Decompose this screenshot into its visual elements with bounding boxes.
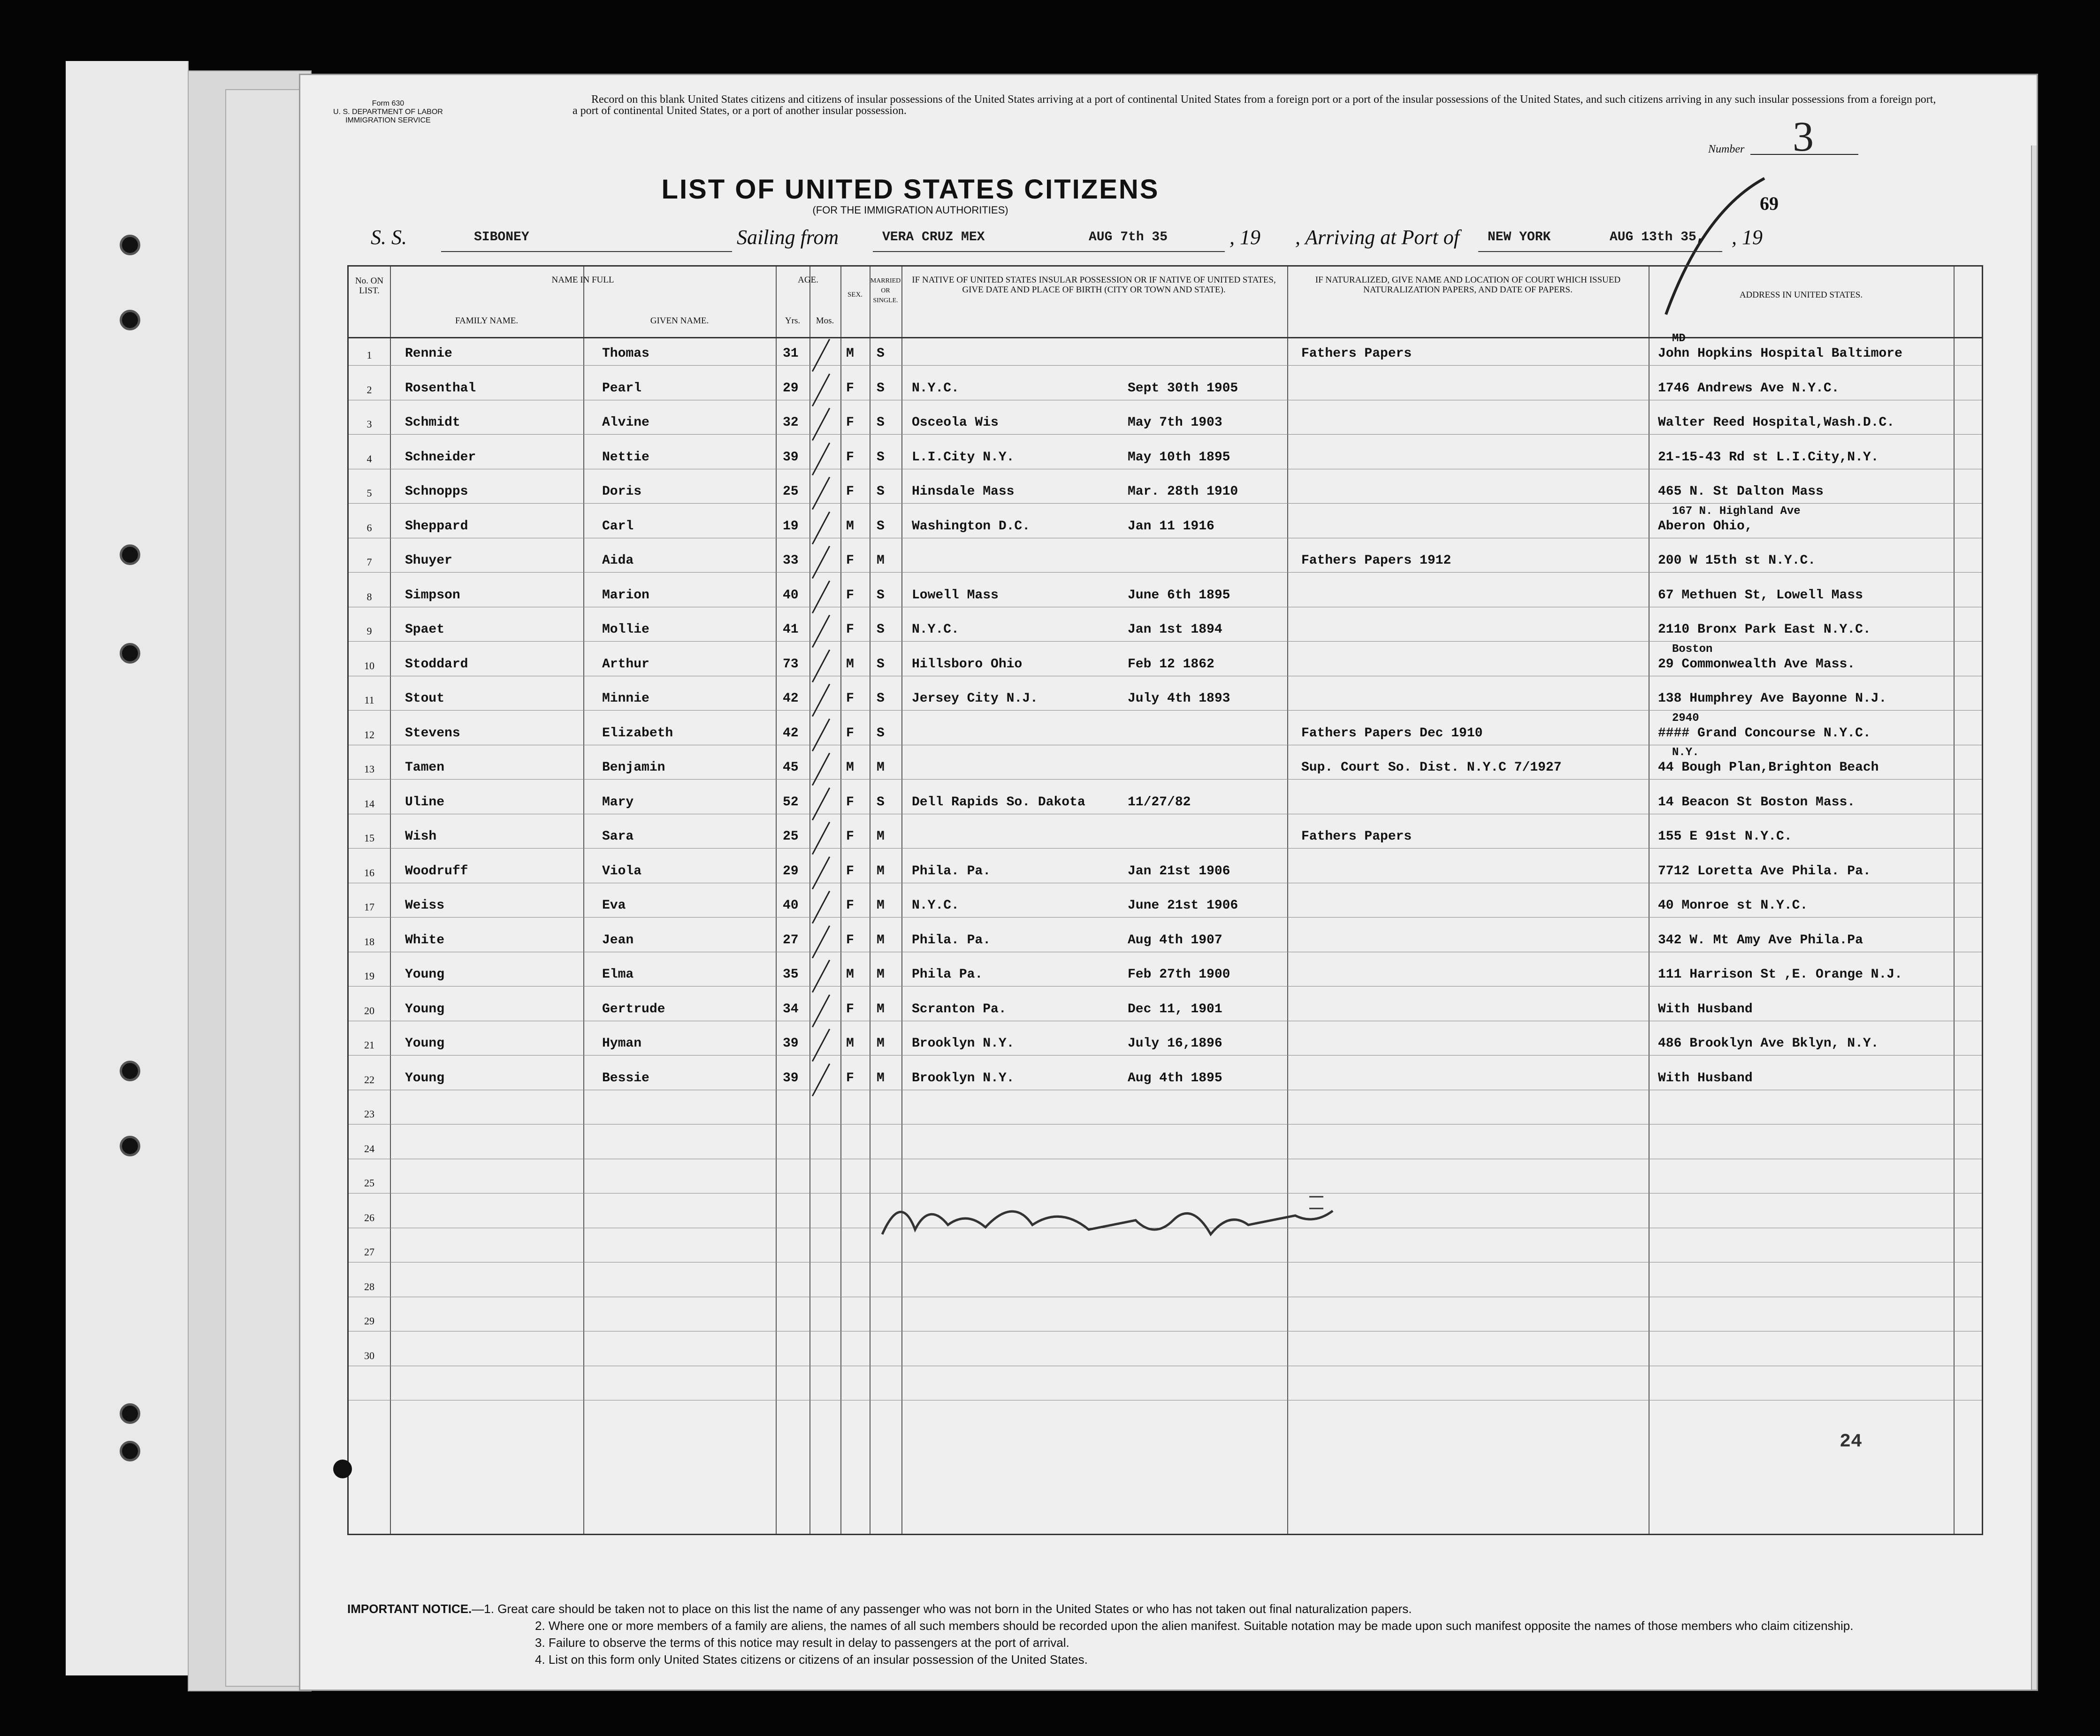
cell-birth-date: Feb 12 1862: [1128, 657, 1214, 672]
cell-naturalized: Sup. Court So. Dist. N.Y.C 7/1927: [1301, 760, 1562, 775]
row-number: 24: [364, 1142, 374, 1155]
cell-family: Uline: [405, 795, 445, 810]
binder-hole-icon: [120, 1061, 140, 1081]
cell-sex: F: [846, 829, 854, 844]
cell-sex: F: [846, 484, 854, 499]
cell-birth-date: Jan 21st 1906: [1128, 864, 1230, 879]
cell-ms: M: [877, 898, 885, 913]
page-subtitle: (FOR THE IMMIGRATION AUTHORITIES): [812, 204, 1008, 216]
cell-naturalized: Fathers Papers: [1301, 346, 1412, 361]
cell-given: Alvine: [602, 415, 649, 430]
cell-age: 34: [783, 1002, 799, 1017]
cell-ms: S: [877, 346, 885, 361]
cell-address-above: MD: [1672, 332, 1686, 345]
check-mark-icon: [812, 546, 830, 579]
cell-family: Simpson: [405, 588, 460, 603]
row-number: 2: [367, 383, 372, 396]
cell-naturalized: Fathers Papers 1912: [1301, 553, 1451, 568]
cell-ms: M: [877, 967, 885, 982]
cell-birth: N.Y.C.: [912, 898, 959, 913]
cell-sex: F: [846, 898, 854, 913]
col-name-in-full: NAME IN FULL: [551, 275, 614, 285]
cell-ms: M: [877, 1071, 885, 1086]
cell-family: Rosenthal: [405, 381, 476, 396]
row-number: 3: [367, 418, 372, 430]
cell-naturalized: Fathers Papers Dec 1910: [1301, 726, 1483, 741]
check-mark-icon: [812, 787, 830, 820]
cell-family: Stoddard: [405, 657, 468, 672]
number-label: Number: [1708, 143, 1745, 155]
cell-address: 21-15-43 Rd st L.I.City,N.Y.: [1658, 450, 1879, 465]
cell-address: 111 Harrison St ,E. Orange N.J.: [1658, 967, 1902, 982]
row-number: 13: [364, 763, 374, 775]
check-mark-icon: [812, 1029, 830, 1062]
cell-ms: M: [877, 760, 885, 775]
check-mark-icon: [812, 649, 830, 682]
cell-given: Benjamin: [602, 760, 665, 775]
cell-ms: S: [877, 588, 885, 603]
cell-family: Rennie: [405, 346, 452, 361]
cell-age: 32: [783, 415, 799, 430]
cell-birth: Lowell Mass: [912, 588, 999, 603]
cell-family: Stout: [405, 691, 445, 706]
cell-age: 45: [783, 760, 799, 775]
cell-given: Viola: [602, 864, 642, 879]
cell-family: Tamen: [405, 760, 445, 775]
cell-address-above: 167 N. Highland Ave: [1672, 505, 1801, 518]
cell-family: Spaet: [405, 622, 445, 637]
cell-age: 27: [783, 933, 799, 948]
cell-address: 200 W 15th st N.Y.C.: [1658, 553, 1816, 568]
cell-family: Weiss: [405, 898, 445, 913]
notice-item: —1. Great care should be taken not to place on this list the name of any passenger who was not born in the United States or who has not taken out final naturalization papers.: [472, 1602, 1412, 1616]
row-number: 27: [364, 1246, 374, 1258]
cell-given: Mary: [602, 795, 634, 810]
notice-label: IMPORTANT NOTICE.: [347, 1602, 472, 1616]
row-number: 5: [367, 487, 372, 499]
cell-given: Mollie: [602, 622, 649, 637]
departure-port: VERA CRUZ MEX: [882, 230, 985, 245]
check-mark-icon: [812, 718, 830, 751]
cell-sex: F: [846, 795, 854, 810]
cell-given: Nettie: [602, 450, 649, 465]
cell-family: Shuyer: [405, 553, 452, 568]
cell-family: Young: [405, 1002, 445, 1017]
check-mark-icon: [812, 580, 830, 613]
cell-birth: Phila Pa.: [912, 967, 983, 982]
check-mark-icon: [812, 925, 830, 958]
check-mark-icon: [812, 753, 830, 786]
cell-given: Thomas: [602, 346, 649, 361]
binder-hole-icon: [120, 1441, 140, 1461]
cell-birth: Brooklyn N.Y.: [912, 1036, 1015, 1051]
cell-given: Elma: [602, 967, 634, 982]
cell-age: 29: [783, 864, 799, 879]
cell-age: 19: [783, 519, 799, 534]
cell-ms: S: [877, 691, 885, 706]
col-yrs: Yrs.: [785, 316, 801, 326]
cell-address: 342 W. Mt Amy Ave Phila.Pa: [1658, 933, 1863, 948]
cell-age: 52: [783, 795, 799, 810]
cell-given: Aida: [602, 553, 634, 568]
row-number: 30: [364, 1349, 374, 1361]
row-number: 17: [364, 901, 374, 913]
cell-address: 155 E 91st N.Y.C.: [1658, 829, 1792, 844]
cell-family: Schmidt: [405, 415, 460, 430]
cell-sex: M: [846, 519, 854, 534]
cell-address: Aberon Ohio,: [1658, 519, 1753, 534]
cell-birth: Osceola Wis: [912, 415, 999, 430]
page-title: LIST OF UNITED STATES CITIZENS: [661, 174, 1160, 205]
cell-ms: S: [877, 622, 885, 637]
cell-sex: F: [846, 691, 854, 706]
cell-age: 25: [783, 829, 799, 844]
cell-sex: M: [846, 967, 854, 982]
binder-hole-icon: [120, 1403, 140, 1424]
row-number: 8: [367, 590, 372, 603]
binder-strip: [66, 61, 189, 1675]
cell-address: John Hopkins Hospital Baltimore: [1658, 346, 1902, 361]
cell-given: Gertrude: [602, 1002, 665, 1017]
cell-birth-date: Jan 1st 1894: [1128, 622, 1222, 637]
binder-hole-icon: [120, 544, 140, 565]
page-curl: [2031, 145, 2037, 1690]
departure-date: AUG 7th 35: [1089, 230, 1168, 245]
check-mark-icon: [812, 477, 830, 510]
cell-birth: Washington D.C.: [912, 519, 1031, 534]
cell-birth-date: May 10th 1895: [1128, 450, 1230, 465]
cell-age: 25: [783, 484, 799, 499]
arrival-date: AUG 13th 35,: [1610, 230, 1704, 245]
row-number: 7: [367, 556, 372, 568]
cell-sex: F: [846, 864, 854, 879]
cell-sex: F: [846, 450, 854, 465]
cell-age: 73: [783, 657, 799, 672]
cell-sex: F: [846, 726, 854, 741]
row-number: 28: [364, 1280, 374, 1292]
cell-sex: F: [846, 415, 854, 430]
row-number: 1: [367, 349, 372, 361]
cell-birth: Scranton Pa.: [912, 1002, 1007, 1017]
cell-birth: Jersey City N.J.: [912, 691, 1038, 706]
cell-birth-date: June 6th 1895: [1128, 588, 1230, 603]
row-number: 18: [364, 935, 374, 948]
cell-birth: Hinsdale Mass: [912, 484, 1015, 499]
year-prefix-2: , 19: [1732, 226, 1763, 249]
cell-given: Jean: [602, 933, 634, 948]
sailing-label: Sailing from: [737, 226, 839, 249]
ship-name: SIBONEY: [474, 230, 529, 245]
cell-ms: M: [877, 864, 885, 879]
check-mark-icon: [812, 1063, 830, 1096]
cell-age: 29: [783, 381, 799, 396]
cell-given: Pearl: [602, 381, 642, 396]
hole-marker: [333, 1460, 352, 1478]
row-number: 4: [367, 452, 372, 465]
col-birth-info: IF NATIVE OF UNITED STATES INSULAR POSSESSION OR IF NATIVE OF UNITED STATES, GIVE DATE AND PLACE OF BIRTH (CITY OR TOWN AND STATE).: [912, 275, 1276, 295]
binder-hole-icon: [120, 310, 140, 330]
row-number: 15: [364, 832, 374, 844]
cell-birth-date: July 4th 1893: [1128, 691, 1230, 706]
form-meta: [333, 99, 443, 125]
cell-birth: Phila. Pa.: [912, 864, 991, 879]
stamp-number: 24: [1840, 1431, 1863, 1453]
check-mark-icon: [812, 822, 830, 855]
notice-item: 4. List on this form only United States citizens or citizens of an insular possession of the United States.: [535, 1652, 1088, 1667]
cell-birth: N.Y.C.: [912, 381, 959, 396]
cell-given: Marion: [602, 588, 649, 603]
cell-sex: F: [846, 933, 854, 948]
cell-birth: Dell Rapids So. Dakota: [912, 795, 1085, 810]
row-number: 16: [364, 866, 374, 879]
cell-given: Sara: [602, 829, 634, 844]
cell-sex: F: [846, 588, 854, 603]
cell-age: 40: [783, 588, 799, 603]
cell-address: 2110 Bronx Park East N.Y.C.: [1658, 622, 1871, 637]
check-mark-icon: [812, 408, 830, 441]
cell-birth: L.I.City N.Y.: [912, 450, 1015, 465]
row-number: 20: [364, 1004, 374, 1017]
cell-address: 7712 Loretta Ave Phila. Pa.: [1658, 864, 1871, 879]
cell-birth-date: May 7th 1903: [1128, 415, 1222, 430]
year-prefix: , 19: [1229, 226, 1260, 249]
cell-sex: M: [846, 1036, 854, 1051]
row-number: 6: [367, 521, 372, 534]
cell-address: With Husband: [1658, 1002, 1753, 1017]
cell-ms: M: [877, 1036, 885, 1051]
binder-hole-icon: [120, 643, 140, 664]
cell-naturalized: Fathers Papers: [1301, 829, 1412, 844]
cell-family: Young: [405, 1036, 445, 1051]
cell-address: Walter Reed Hospital,Wash.D.C.: [1658, 415, 1895, 430]
cell-given: Hyman: [602, 1036, 642, 1051]
binder-hole-icon: [120, 1136, 140, 1156]
cell-sex: F: [846, 553, 854, 568]
cell-birth-date: Feb 27th 1900: [1128, 967, 1230, 982]
check-mark-icon: [812, 373, 830, 406]
cell-ms: M: [877, 553, 885, 568]
col-address: ADDRESS IN UNITED STATES.: [1739, 290, 1863, 300]
cell-given: Bessie: [602, 1071, 649, 1086]
check-mark-icon: [812, 684, 830, 717]
cell-birth: Phila. Pa.: [912, 933, 991, 948]
cell-age: 42: [783, 691, 799, 706]
cell-ms: M: [877, 1002, 885, 1017]
cell-given: Arthur: [602, 657, 649, 672]
manifest-table: [347, 265, 1983, 1535]
form-number: Form 630: [372, 99, 405, 107]
cell-ms: M: [877, 829, 885, 844]
cell-address: 67 Methuen St, Lowell Mass: [1658, 588, 1863, 603]
cell-family: Schnopps: [405, 484, 468, 499]
handwritten-number: 69: [1760, 193, 1779, 214]
row-number: 26: [364, 1211, 374, 1224]
cell-sex: F: [846, 1071, 854, 1086]
cell-age: 41: [783, 622, 799, 637]
cell-birth-date: Aug 4th 1895: [1128, 1071, 1222, 1086]
cell-address: 40 Monroe st N.Y.C.: [1658, 898, 1808, 913]
check-mark-icon: [812, 511, 830, 544]
cell-ms: S: [877, 795, 885, 810]
cell-age: 39: [783, 1071, 799, 1086]
cell-family: Schneider: [405, 450, 476, 465]
manifest-page: [300, 75, 2037, 1690]
cell-address: 44 Bough Plan,Brighton Beach: [1658, 760, 1879, 775]
cell-birth: Brooklyn N.Y.: [912, 1071, 1015, 1086]
row-number: 12: [364, 728, 374, 741]
cell-address: 486 Brooklyn Ave Bklyn, N.Y.: [1658, 1036, 1879, 1051]
cell-address-above: Boston: [1672, 642, 1713, 656]
check-mark-icon: [812, 615, 830, 648]
cell-sex: F: [846, 381, 854, 396]
cell-family: Wish: [405, 829, 437, 844]
cell-ms: S: [877, 657, 885, 672]
cell-sex: M: [846, 346, 854, 361]
cell-address: 465 N. St Dalton Mass: [1658, 484, 1824, 499]
col-sex: SEX.: [847, 291, 863, 298]
important-notice: [347, 1600, 1943, 1668]
row-number: 9: [367, 625, 372, 637]
service: IMMIGRATION SERVICE: [345, 116, 431, 124]
cell-address-above: 2940: [1672, 711, 1699, 725]
col-family-name: FAMILY NAME.: [455, 316, 519, 326]
check-mark-icon: [812, 856, 830, 889]
cell-birth-date: June 21st 1906: [1128, 898, 1238, 913]
cell-age: 31: [783, 346, 799, 361]
row-number: 11: [364, 694, 374, 706]
cell-ms: S: [877, 484, 885, 499]
cell-family: Stevens: [405, 726, 460, 741]
col-no: No. ON LIST.: [355, 276, 384, 296]
arriving-label: , Arriving at Port of: [1295, 226, 1459, 249]
cell-family: Young: [405, 967, 445, 982]
row-number: 23: [364, 1108, 374, 1120]
department: U. S. DEPARTMENT OF LABOR: [333, 108, 443, 116]
row-number: 22: [364, 1073, 374, 1086]
check-mark-icon: [812, 994, 830, 1027]
arrival-port: NEW YORK: [1488, 230, 1551, 245]
handwritten-signature: [873, 1183, 1366, 1253]
col-given-name: GIVEN NAME.: [650, 316, 709, 326]
cell-ms: S: [877, 381, 885, 396]
binder-hole-icon: [120, 235, 140, 255]
cell-address: #### Grand Concourse N.Y.C.: [1658, 726, 1871, 741]
cell-age: 39: [783, 1036, 799, 1051]
col-naturalized: IF NATURALIZED, GIVE NAME AND LOCATION OF COURT WHICH ISSUED NATURALIZATION PAPERS, AND DATE OF PAPERS.: [1315, 275, 1621, 295]
row-number: 10: [364, 659, 374, 672]
cell-family: Woodruff: [405, 864, 468, 879]
row-number: 14: [364, 797, 374, 810]
ss-label: S. S.: [371, 226, 407, 249]
notice-item: 3. Failure to observe the terms of this notice may result in delay to passengers at the port of arrival.: [535, 1636, 1069, 1650]
cell-family: Young: [405, 1071, 445, 1086]
cell-address: With Husband: [1658, 1071, 1753, 1086]
cell-birth-date: Dec 11, 1901: [1128, 1002, 1222, 1017]
cell-ms: S: [877, 415, 885, 430]
cell-birth-date: Aug 4th 1907: [1128, 933, 1222, 948]
cell-birth: Hillsboro Ohio: [912, 657, 1023, 672]
cell-age: 35: [783, 967, 799, 982]
cell-birth-date: 11/27/82: [1128, 795, 1191, 810]
cell-birth-date: Mar. 28th 1910: [1128, 484, 1238, 499]
cell-family: Sheppard: [405, 519, 468, 534]
cell-given: Eva: [602, 898, 626, 913]
cell-ms: M: [877, 933, 885, 948]
cell-birth-date: Jan 11 1916: [1128, 519, 1214, 534]
cell-address: 1746 Andrews Ave N.Y.C.: [1658, 381, 1840, 396]
row-number: 25: [364, 1177, 374, 1189]
cell-ms: S: [877, 450, 885, 465]
col-mos: Mos.: [816, 316, 834, 326]
cell-address: 138 Humphrey Ave Bayonne N.J.: [1658, 691, 1887, 706]
cell-sex: M: [846, 657, 854, 672]
check-mark-icon: [812, 339, 830, 372]
row-number: 29: [364, 1315, 374, 1327]
cell-given: Elizabeth: [602, 726, 673, 741]
check-mark-icon: [812, 891, 830, 924]
cell-age: 42: [783, 726, 799, 741]
cell-ms: S: [877, 726, 885, 741]
cell-sex: M: [846, 760, 854, 775]
cell-age: 33: [783, 553, 799, 568]
cell-sex: F: [846, 622, 854, 637]
cell-age: 40: [783, 898, 799, 913]
check-mark-icon: [812, 960, 830, 993]
cell-given: Carl: [602, 519, 634, 534]
notice-item: 2. Where one or more members of a family are aliens, the names of all such members should be recorded upon the alien manifest. Suitable notation may be made upon such manifest opposite the names of those members who claim citizenship.: [535, 1619, 1854, 1633]
cell-birth-date: July 16,1896: [1128, 1036, 1222, 1051]
check-mark-icon: [812, 442, 830, 475]
cell-given: Doris: [602, 484, 642, 499]
cell-address: 14 Beacon St Boston Mass.: [1658, 795, 1856, 810]
row-number: 21: [364, 1039, 374, 1051]
cell-family: White: [405, 933, 445, 948]
cell-sex: F: [846, 1002, 854, 1017]
cell-birth: N.Y.C.: [912, 622, 959, 637]
col-married-single: MARRIED OR SINGLE.: [870, 277, 901, 304]
cell-ms: S: [877, 519, 885, 534]
cell-address: 29 Commonwealth Ave Mass.: [1658, 657, 1856, 672]
row-number: 19: [364, 970, 374, 982]
cell-given: Minnie: [602, 691, 649, 706]
record-instructions: Record on this blank United States citizens and citizens of insular possessions of the United States arriving at a port of continental United States from a foreign port or a port of the insular possessions of the United States, and such citizens arriving in any such insular possessions from a foreign port, a port of continental United States, or a port of another insular possession.: [573, 93, 1936, 117]
cell-address-above: N.Y.: [1672, 746, 1699, 759]
cell-age: 39: [783, 450, 799, 465]
col-age: AGE.: [798, 275, 818, 285]
number-value: 3: [1793, 114, 1814, 160]
cell-birth-date: Sept 30th 1905: [1128, 381, 1238, 396]
